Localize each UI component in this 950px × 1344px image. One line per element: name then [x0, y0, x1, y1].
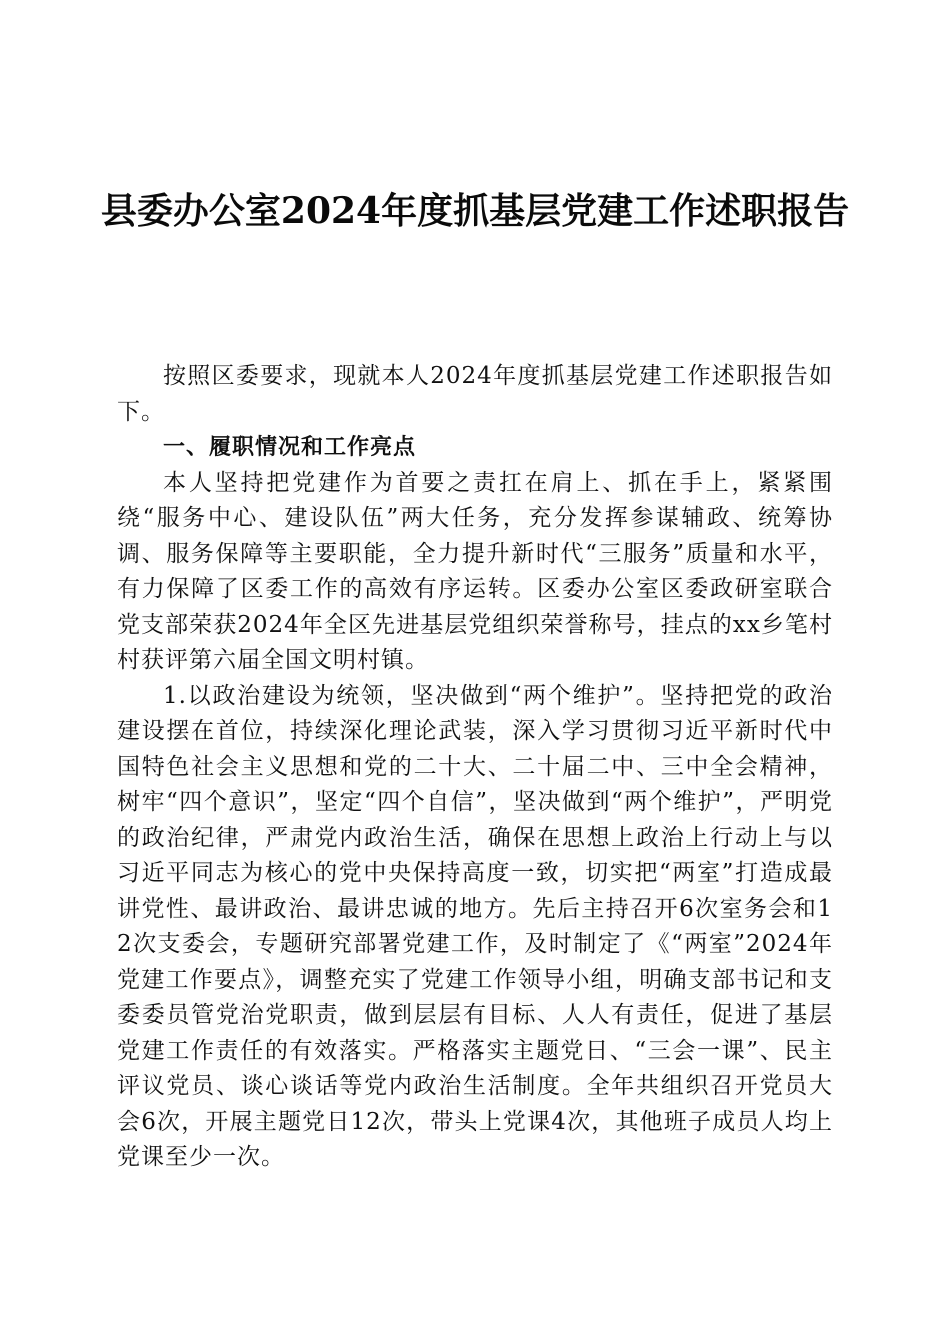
document-body [117, 359, 833, 1176]
body-paragraph-2: 1.以政治建设为统领，坚决做到“两个维护”。坚持把党的政治建设摆在首位，持续深化理论武装，深入学习贯彻习近平新时代中国特色社会主义思想和党的二十大、二十届二中、三中全会精神，树牢“四个意识”，坚定“四个自信”，坚决做到“两个维护”，严明党的政治纪律，严肃党内政治生活，确保在思想上政治上行动上与以习近平同志为核心的党中央保持高度一致，切实把“两室”打造成最讲党性、最讲政治、最讲忠诚的地方。先后主持召开6次室务会和12次支委会，专题研究部署党建工作，及时制定了《“两室”2024年党建工作要点》，调整充实了党建工作领导小组，明确支部书记和支委委员管党治党职责，做到层层有目标、人人有责任，促进了基层党建工作责任的有效落实。严格落实主题党日、“三会一课”、民主评议党员、谈心谈话等党内政治生活制度。全年共组织召开党员大会6次，开展主题党日12次，带头上党课4次，其他班子成员人均上党课至少一次。 [117, 682, 833, 1170]
body-paragraph-1: 本人坚持把党建作为首要之责扛在肩上、抓在手上，紧紧围绕“服务中心、建设队伍”两大任务，充分发挥参谋辅政、统筹协调、服务保障等主要职能，全力提升新时代“三服务”质量和水平，有力保障了区委工作的高效有序运转。区委办公室区委政研室联合党支部荣获2024年全区先进基层党组织荣誉称号，挂点的xx乡笔村村获评第六届全国文明村镇。 [117, 469, 833, 673]
document-title: 县委办公室2024年度抓基层党建工作述职报告 [100, 190, 850, 232]
intro-paragraph: 按照区委要求，现就本人2024年度抓基层党建工作述职报告如下。 [117, 363, 833, 425]
section-heading: 一、履职情况和工作亮点 [163, 435, 417, 460]
